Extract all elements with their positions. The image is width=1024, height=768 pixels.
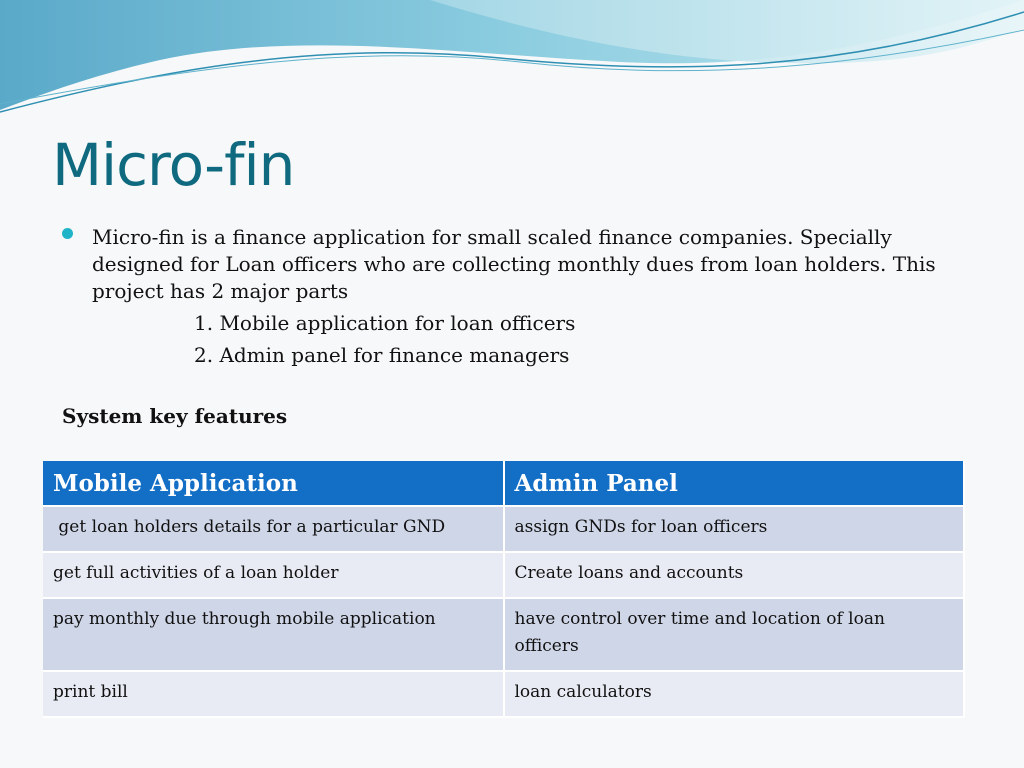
table-header-row [43,461,964,506]
features-table [43,461,965,718]
intro-paragraph: Micro-fin is a finance application for small scaled finance companies. Specially designed for Loan officers who are collecting monthly dues from loan holders. This project has 2 major parts [92,225,936,303]
part-item: 1. Mobile application for loan officers [194,311,576,335]
table-cell: get loan holders details for a particular GND [43,506,504,552]
table-cell: assign GNDs for loan officers [504,506,965,552]
table-row [43,598,964,671]
table-row [43,552,964,598]
features-heading: System key features [62,404,288,428]
table-cell: pay monthly due through mobile application [43,598,504,671]
table-row [43,506,964,552]
table-cell: print bill [43,671,504,717]
table-row [43,671,964,717]
part-item: 2. Admin panel for finance managers [194,343,570,367]
table-cell: have control over time and location of loan officers [504,598,965,671]
table-cell: Create loans and accounts [504,552,965,598]
header-wave-decoration [0,0,1024,130]
column-header-admin: Admin Panel [504,461,965,506]
bullet-dot-icon [62,228,73,239]
slide-title: Micro-fin [52,131,295,199]
table-cell: get full activities of a loan holder [43,552,504,598]
column-header-mobile: Mobile Application [43,461,504,506]
table-cell: loan calculators [504,671,965,717]
